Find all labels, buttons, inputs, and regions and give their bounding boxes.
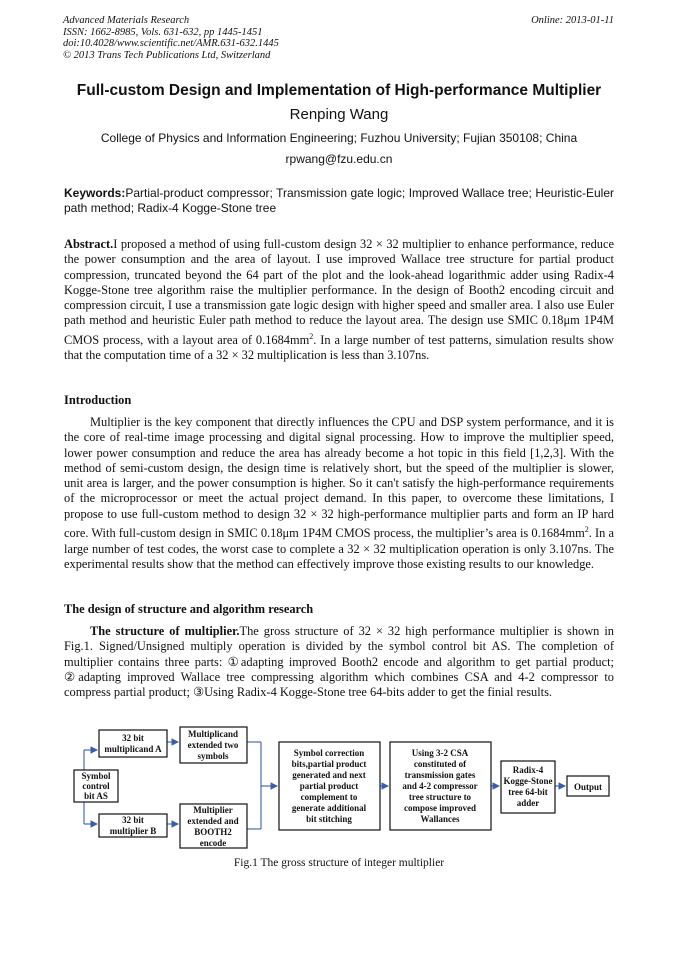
structure-diagram (70, 724, 615, 852)
label-booth2-1: Multiplier (193, 805, 233, 815)
paper-title: Full-custom Design and Implementation of High-performance Multiplier (76, 82, 602, 99)
design-text: The gross structure of 32 × 32 high performance multiplier is shown in Fig.1. Signed/Unsigned multiply operation is divided by the symbol control bit AS. The completion of multiplier contains three parts: ①adapting improved Booth2 encode and algorithm to get partial product; ②adapting improved Wallace tree compressing algorithm which combines CSA and 4-2 compressor to compress partial product; ③Using Radix-4 Kogge-Stone tree 64-bits adder to get the finial results. (64, 624, 614, 700)
introduction-superscript: 2 (584, 525, 589, 535)
label-correction-6: generate additional (291, 803, 367, 813)
label-kogge-2: Kogge-Stone (503, 776, 553, 786)
design-paragraph (64, 624, 614, 700)
label-csa-6: compose improved (403, 803, 477, 813)
design-heading: The design of structure and algorithm research (64, 602, 314, 616)
label-multiplicand-a-2: multiplicand A (104, 744, 162, 754)
label-correction-4: partial product (299, 781, 359, 791)
abstract-text-end: . In a large number of test patterns, simulation results show that the computation time of a 32 × 32 multiplication is less than 3.107ns. (64, 332, 614, 363)
label-correction-2: bits,partial product (291, 759, 367, 769)
introduction-text-end: . In a large number of test codes, the worst case to complete a 32 × 32 multiplication operation is only 3.107ns. The experimental results show that the method can effectively improve those existing results to our knowledge. (64, 526, 614, 571)
structure-sublabel: The structure of multiplier. (90, 624, 240, 638)
label-output: Output (573, 782, 603, 792)
label-symbol-control-3: bit AS (84, 791, 108, 801)
author-name: Renping Wang (289, 106, 389, 123)
label-correction-1: Symbol correction (293, 748, 365, 758)
affiliation: College of Physics and Information Engineering; Fuzhou University; Fujian 350108; China (100, 131, 578, 145)
copyright-line: © 2013 Trans Tech Publications Ltd, Switzerland (63, 49, 271, 61)
introduction-text: Multiplier is the key component that directly influences the CPU and DSP system performance, and it is the core of real-time image processing and digital signal processing. How to improve the multiplier speed, lower power consumption and reduce the area has already become a hot topic in this field [1,2,3]. With the method of semi-custom design, the design time is relatively short, but the speed of the multiplier is slower, unit area is larger, and the power consumption is higher. So it can't satisfy the high-performance requirements of the microprocessor or meet the actual project demand. In this paper, to overcome these limitations, I propose to use full-custom method to design 32 × 32 high-performance multiplier parts and form an IP hard core. With full-custom design in SMIC 0.18μm 1P4M CMOS process, the multiplier’s area is 0.1684mm (64, 415, 614, 541)
figure-caption: Fig.1 The gross structure of integer multiplier (233, 857, 445, 869)
label-multiplier-b-2: multiplier B (109, 826, 157, 836)
label-kogge-4: adder (516, 798, 540, 808)
label-multiplicand-a-1: 32 bit (122, 733, 144, 743)
journal-name: Advanced Materials Research (63, 15, 190, 26)
label-csa-3: transmission gates (404, 770, 476, 780)
label-extended-two-2: extended two (187, 740, 239, 750)
label-correction-5: complement to (300, 792, 358, 802)
label-booth2-3: BOOTH2 (194, 827, 232, 837)
introduction-paragraph (64, 415, 614, 572)
author-email[interactable]: rpwang@fzu.edu.cn (285, 152, 393, 166)
keywords (64, 186, 614, 216)
label-extended-two-3: symbols (197, 751, 229, 761)
label-symbol-control-2: control (82, 781, 110, 791)
label-kogge-1: Radix-4 (512, 765, 544, 775)
abstract-label: Abstract. (64, 237, 114, 251)
introduction-heading: Introduction (64, 393, 132, 407)
doi-line: doi:10.4028/www.scientific.net/AMR.631-632.1445 (63, 38, 279, 49)
journal-header (63, 15, 279, 61)
label-multiplier-b-1: 32 bit (122, 815, 144, 825)
keywords-label: Keywords: (64, 186, 126, 200)
keywords-text: Partial-product compressor; Transmission gate logic; Improved Wallace tree; Heuristic-Euler path method; Radix-4 Kogge-Stone tree (64, 186, 614, 215)
label-csa-1: Using 3-2 CSA (411, 748, 469, 758)
label-csa-5: tree structure to (408, 792, 472, 802)
label-booth2-4: encode (199, 838, 227, 848)
abstract-superscript: 2 (309, 331, 314, 341)
abstract-text: I proposed a method of using full-custom design 32 × 32 multiplier to enhance performance, reduce the power consumption and the area of layout. I use improved Wallace tree structure for partial product compression, truncated beyond the 64 part of the plot and the look-ahead logarithmic adder using Radix-4 Kogge-Stone tree algorithm raise the multiplier performance. In the design of Booth2 encoding circuit and compression circuit, I use a transmission gate logic design with higher speed and smaller area. I also use Euler path method and heuristic Euler path method to reduce the layout area. The design use SMIC 0.18μm 1P4M CMOS process, with a layout area of 0.1684mm (64, 237, 614, 347)
label-symbol-control-1: Symbol (81, 771, 111, 781)
abstract (64, 237, 614, 364)
issn-line: ISSN: 1662-8985, Vols. 631-632, pp 1445-1451 (63, 26, 263, 38)
label-correction-3: generated and next (292, 770, 366, 780)
label-csa-4: and 4-2 compressor (402, 781, 478, 791)
label-csa-7: Wallances (420, 814, 460, 824)
online-date: Online: 2013-01-11 (531, 15, 614, 26)
label-booth2-2: extended and (187, 816, 239, 826)
label-extended-two-1: Multiplicand (187, 729, 239, 739)
label-kogge-3: tree 64-bit (508, 787, 548, 797)
label-csa-2: constituted of (413, 759, 467, 769)
label-correction-7: bit stitching (306, 814, 352, 824)
